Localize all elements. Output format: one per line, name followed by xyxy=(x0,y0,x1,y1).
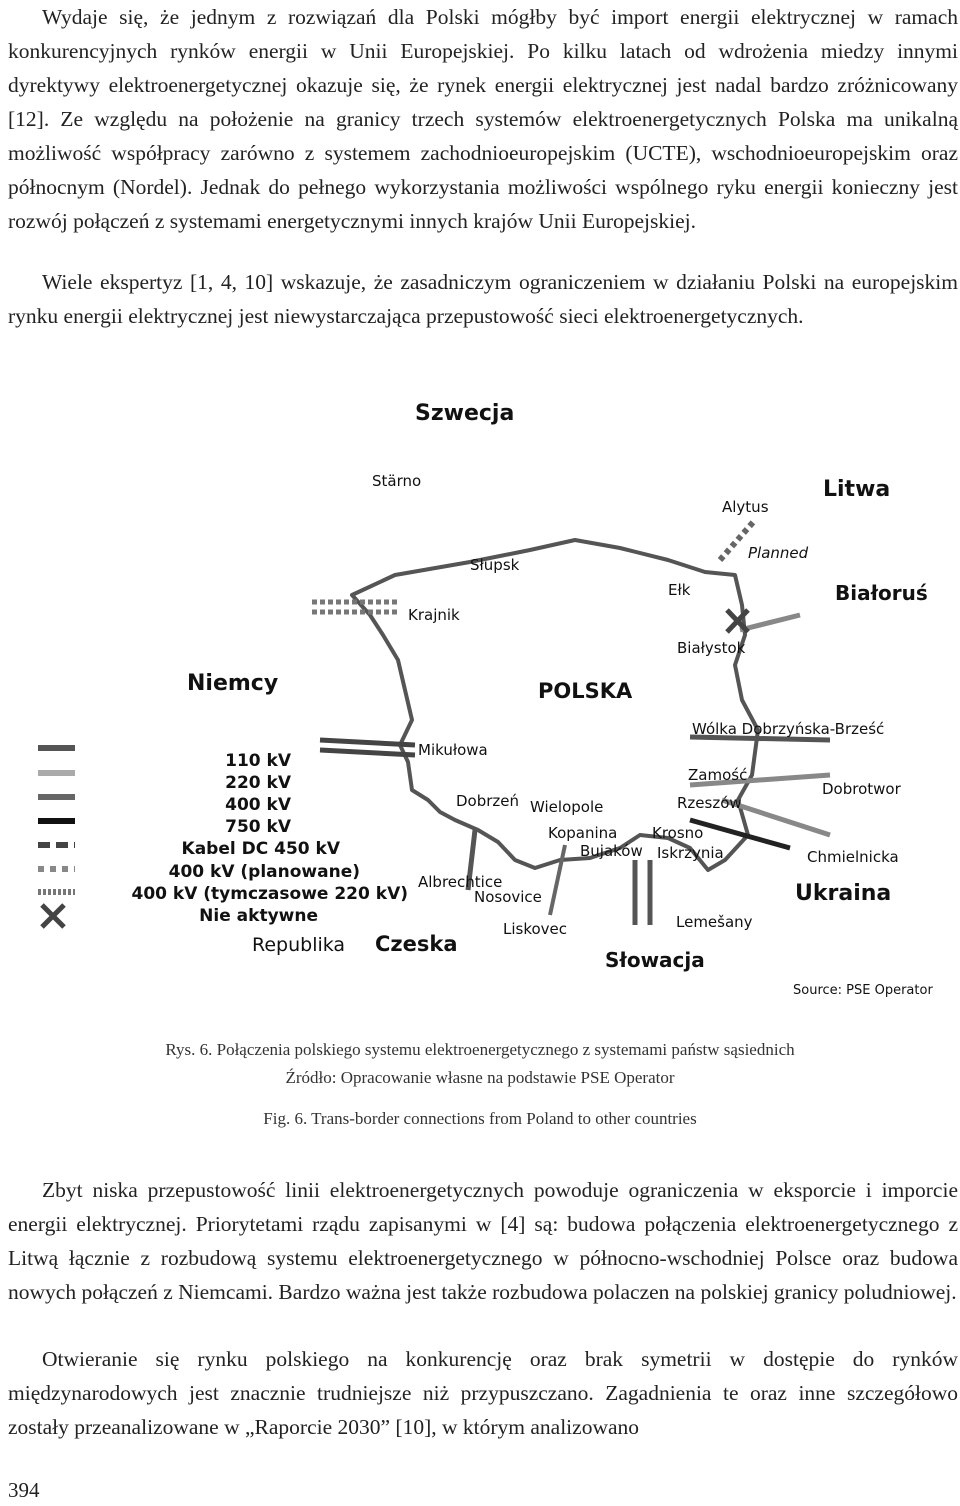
place-zamosc: Zamość xyxy=(688,766,748,784)
source-note: Source: PSE Operator xyxy=(793,983,933,998)
place-dobrotwor: Dobrotwor xyxy=(822,780,901,798)
legend-planned: 400 kV (planowane) xyxy=(168,862,360,882)
country-bialorus: Białoruś xyxy=(835,581,928,605)
place-albrechtice: Albrechtice xyxy=(418,873,503,891)
legend-220kv: 220 kV xyxy=(225,773,291,793)
place-alytus: Alytus xyxy=(722,498,769,516)
legend-400kv: 400 kV xyxy=(225,795,291,815)
place-nosovice: Nosovice xyxy=(474,888,542,906)
legend-110kv: 110 kV xyxy=(225,751,291,771)
place-kopanina: Kopanina xyxy=(548,824,618,842)
figure-caption-pl: Rys. 6. Połączenia polskiego systemu elektroenergetycznego z systemami państw sąsiednich xyxy=(165,1040,795,1059)
country-szwecja: Szwecja xyxy=(415,401,515,426)
legend-inactive: Nie aktywne xyxy=(199,906,318,926)
paragraph-4: Otwieranie się rynku polskiego na konkurencję oraz brak symetrii w dostępie do rynków międzynarodowych jest znacznie trudniejsze niż przypuszczano. Zagadnienia te oraz inne szczegółowo zostały przeanalizowane w „Raporcie 2030” [10], w którym analizowano xyxy=(8,1347,958,1439)
figure-source: Źródło: Opracowanie własne na podstawie PSE Operator xyxy=(285,1068,675,1087)
place-lemesany: Lemešany xyxy=(676,913,753,931)
paragraph-1: Wydaje się, że jednym z rozwiązań dla Polski mógłby być import energii elektrycznej w ramach konkurencyjnych rynków energii w Unii Europejskiej. Po kilku latach od wdrożenia miedzy innymi dyrektywy elektroenergetycznej okazuje się, że rynek energii elektrycznej jest nadal bardzo zróżnicowany [12]. Ze względu na położenie na granicy trzech systemów elektroenergetycznych Polska ma unikalną możliwość współpracy zarówno z systemem zachodnioeuropejskim (UCTE), wschodnioeuropejskim oraz północnym (Nordel). Jednak do pełnego wykorzystania możliwości wspólnego ryku energii konieczny jest rozwój połączeń z systemami energetycznymi innych krajów Unii Europejskiej. xyxy=(8,5,958,233)
paragraph-3: Zbyt niska przepustowość linii elektroenergetycznych powoduje ograniczenia w eksporcie i imporcie energii elektrycznej. Priorytetami rządu zapisanymi w [4] są: budowa połączenia elektroenergetycznego z Litwą łącznie z rozbudową systemu elektroenergetycznego w północno-wschodniej Polsce oraz budowa nowych połączeń z Niemcami. Bardzo ważna jest także rozbudowa polaczen na polskiej granicy poludniowej. xyxy=(8,1178,958,1304)
country-niemcy: Niemcy xyxy=(187,671,279,696)
place-wolka: Wólka Dobrzyńska-Brześć xyxy=(692,720,885,738)
border-connections-map xyxy=(0,390,960,1010)
place-wielopole: Wielopole xyxy=(530,798,604,816)
legend-750kv: 750 kV xyxy=(225,817,291,837)
page-number: 394 xyxy=(8,1478,40,1502)
country-polska: POLSKA xyxy=(538,679,633,703)
legend-dc-cable: Kabel DC 450 kV xyxy=(181,839,340,859)
country-republika: Republika xyxy=(252,934,346,956)
place-rzeszow: Rzeszów xyxy=(677,794,742,812)
place-slupsk: Słupsk xyxy=(470,556,520,574)
place-dobrzen: Dobrzeń xyxy=(456,792,520,810)
place-liskovec: Liskovec xyxy=(503,920,568,938)
legend-temporary: 400 kV (tymczasowe 220 kV) xyxy=(131,884,408,904)
place-mikulowa: Mikułowa xyxy=(418,741,488,759)
country-czeska: Czeska xyxy=(375,932,458,956)
place-elk: Ełk xyxy=(668,581,691,599)
place-iskrzynia: Iskrzynia xyxy=(657,844,724,862)
place-starno: Stärno xyxy=(372,472,422,490)
country-ukraina: Ukraina xyxy=(795,881,892,906)
paragraph-2: Wiele ekspertyz [1, 4, 10] wskazuje, że zasadniczym ograniczeniem w działaniu Polski na europejskim rynku energii elektrycznej jest niewystarczająca przepustowość sieci elektroenergetycznych. xyxy=(8,270,958,328)
legend-swatches xyxy=(38,748,75,927)
place-bujakow: Bujaków xyxy=(580,842,643,860)
place-planned: Planned xyxy=(748,544,809,562)
country-litwa: Litwa xyxy=(823,477,891,502)
country-slowacja: Słowacja xyxy=(605,948,705,972)
place-krajnik: Krajnik xyxy=(408,606,460,624)
place-bialystok: Białystok xyxy=(677,639,746,657)
figure-caption-en: Fig. 6. Trans-border connections from Poland to other countries xyxy=(263,1109,697,1128)
place-krosno: Krosno xyxy=(652,824,704,842)
place-chmielnicka: Chmielnicka xyxy=(807,848,899,866)
